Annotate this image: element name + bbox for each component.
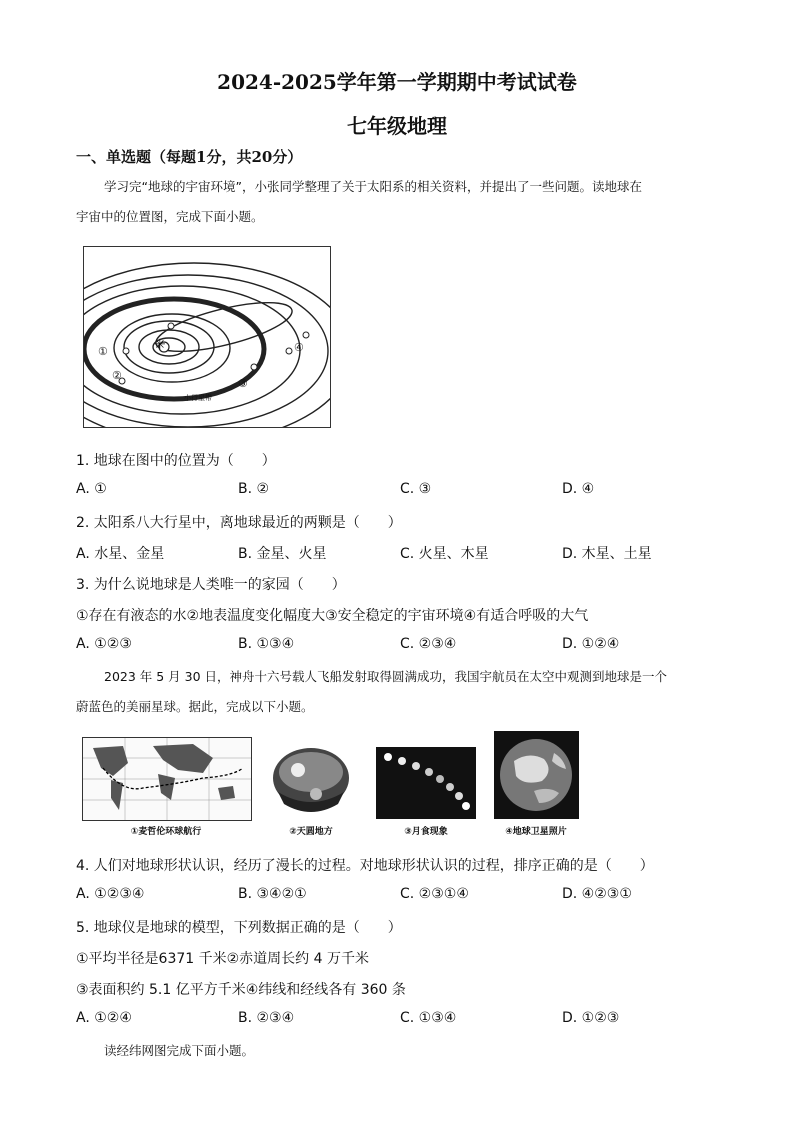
question-5-statements-1: ①平均半径是6371 千米②赤道周长约 4 万千米 (76, 951, 369, 967)
q5-option-c[interactable]: C. ①③④ (400, 1010, 457, 1026)
caption-earth-satellite: ④地球卫星照片 (505, 827, 567, 837)
q2-option-c[interactable]: C. 火星、木星 (400, 546, 489, 562)
question-5-statements-2: ③表面积约 5.1 亿平方千米④纬线和经线各有 360 条 (76, 982, 406, 998)
q1-option-a[interactable]: A. ① (76, 481, 107, 497)
question-3-statements: ①存在有液态的水②地表温度变化幅度大③安全稳定的宇宙环境④有适合呼吸的大气 (76, 608, 589, 624)
label-1: ① (98, 345, 108, 358)
q5-option-b[interactable]: B. ②③④ (238, 1010, 295, 1026)
q1-option-d[interactable]: D. ④ (562, 481, 595, 497)
round-sky-image (268, 742, 354, 820)
question-2-stem: 2. 太阳系八大行星中，离地球最近的两颗是（ ） (76, 515, 402, 531)
label-3: ③ (238, 377, 248, 390)
label-2: ② (112, 369, 122, 382)
caption-round-sky: ②天圆地方 (289, 827, 333, 837)
asteroid-belt-label: 小行星带 (184, 394, 212, 402)
solar-system-figure (83, 246, 331, 428)
label-4: ④ (294, 341, 304, 354)
q2-option-a[interactable]: A. 水星、金星 (76, 546, 165, 562)
q4-option-d[interactable]: D. ④②③① (562, 886, 632, 902)
magellan-map-image (82, 737, 252, 821)
intro-paragraph-1-cont: 宇宙中的位置图，完成下面小题。 (76, 209, 264, 224)
q5-option-d[interactable]: D. ①②③ (562, 1010, 620, 1026)
q1-option-c[interactable]: C. ③ (400, 481, 432, 497)
section-heading: 一、单选题（每题1分，共20分） (76, 148, 303, 166)
earth-satellite-image (494, 731, 579, 819)
question-3-stem: 3. 为什么说地球是人类唯一的家园（ ） (76, 577, 346, 593)
q3-option-c[interactable]: C. ②③④ (400, 636, 457, 652)
q3-option-d[interactable]: D. ①②④ (562, 636, 620, 652)
intro-paragraph-3: 读经纬网图完成下面小题。 (104, 1043, 255, 1058)
q5-option-a[interactable]: A. ①②④ (76, 1010, 132, 1026)
caption-lunar-eclipse: ③月食现象 (404, 827, 448, 837)
q4-option-a[interactable]: A. ①②③④ (76, 886, 145, 902)
intro-paragraph-2: 2023 年 5 月 30 日，神舟十六号载人飞船发射取得圆满成功，我国宇航员在太空中观测到地球是一个 (104, 669, 668, 684)
q4-option-c[interactable]: C. ②③①④ (400, 886, 469, 902)
intro-paragraph-2-cont: 蔚蓝色的美丽星球。据此，完成以下小题。 (76, 699, 314, 714)
q4-option-b[interactable]: B. ③④②① (238, 886, 307, 902)
question-5-stem: 5. 地球仪是地球的模型，下列数据正确的是（ ） (76, 920, 402, 936)
q2-option-b[interactable]: B. 金星、火星 (238, 546, 327, 562)
caption-magellan: ①麦哲伦环球航行 (130, 827, 202, 837)
question-4-stem: 4. 人们对地球形状认识，经历了漫长的过程。对地球形状认识的过程，排序正确的是（ ） (76, 858, 654, 874)
sun-icon: ✳ (154, 337, 166, 353)
question-1-stem: 1. 地球在图中的位置为（ ） (76, 453, 276, 469)
page-subtitle: 七年级地理 (347, 114, 447, 138)
q3-option-a[interactable]: A. ①②③ (76, 636, 132, 652)
q2-option-d[interactable]: D. 木星、土星 (562, 546, 652, 562)
lunar-eclipse-image (376, 747, 476, 819)
intro-paragraph-1: 学习完“地球的宇宙环境”，小张同学整理了关于太阳系的相关资料，并提出了一些问题。读地球在 (104, 179, 642, 194)
page-title: 2024-2025学年第一学期期中考试试卷 (217, 70, 577, 94)
q1-option-b[interactable]: B. ② (238, 481, 270, 497)
q3-option-b[interactable]: B. ①③④ (238, 636, 295, 652)
